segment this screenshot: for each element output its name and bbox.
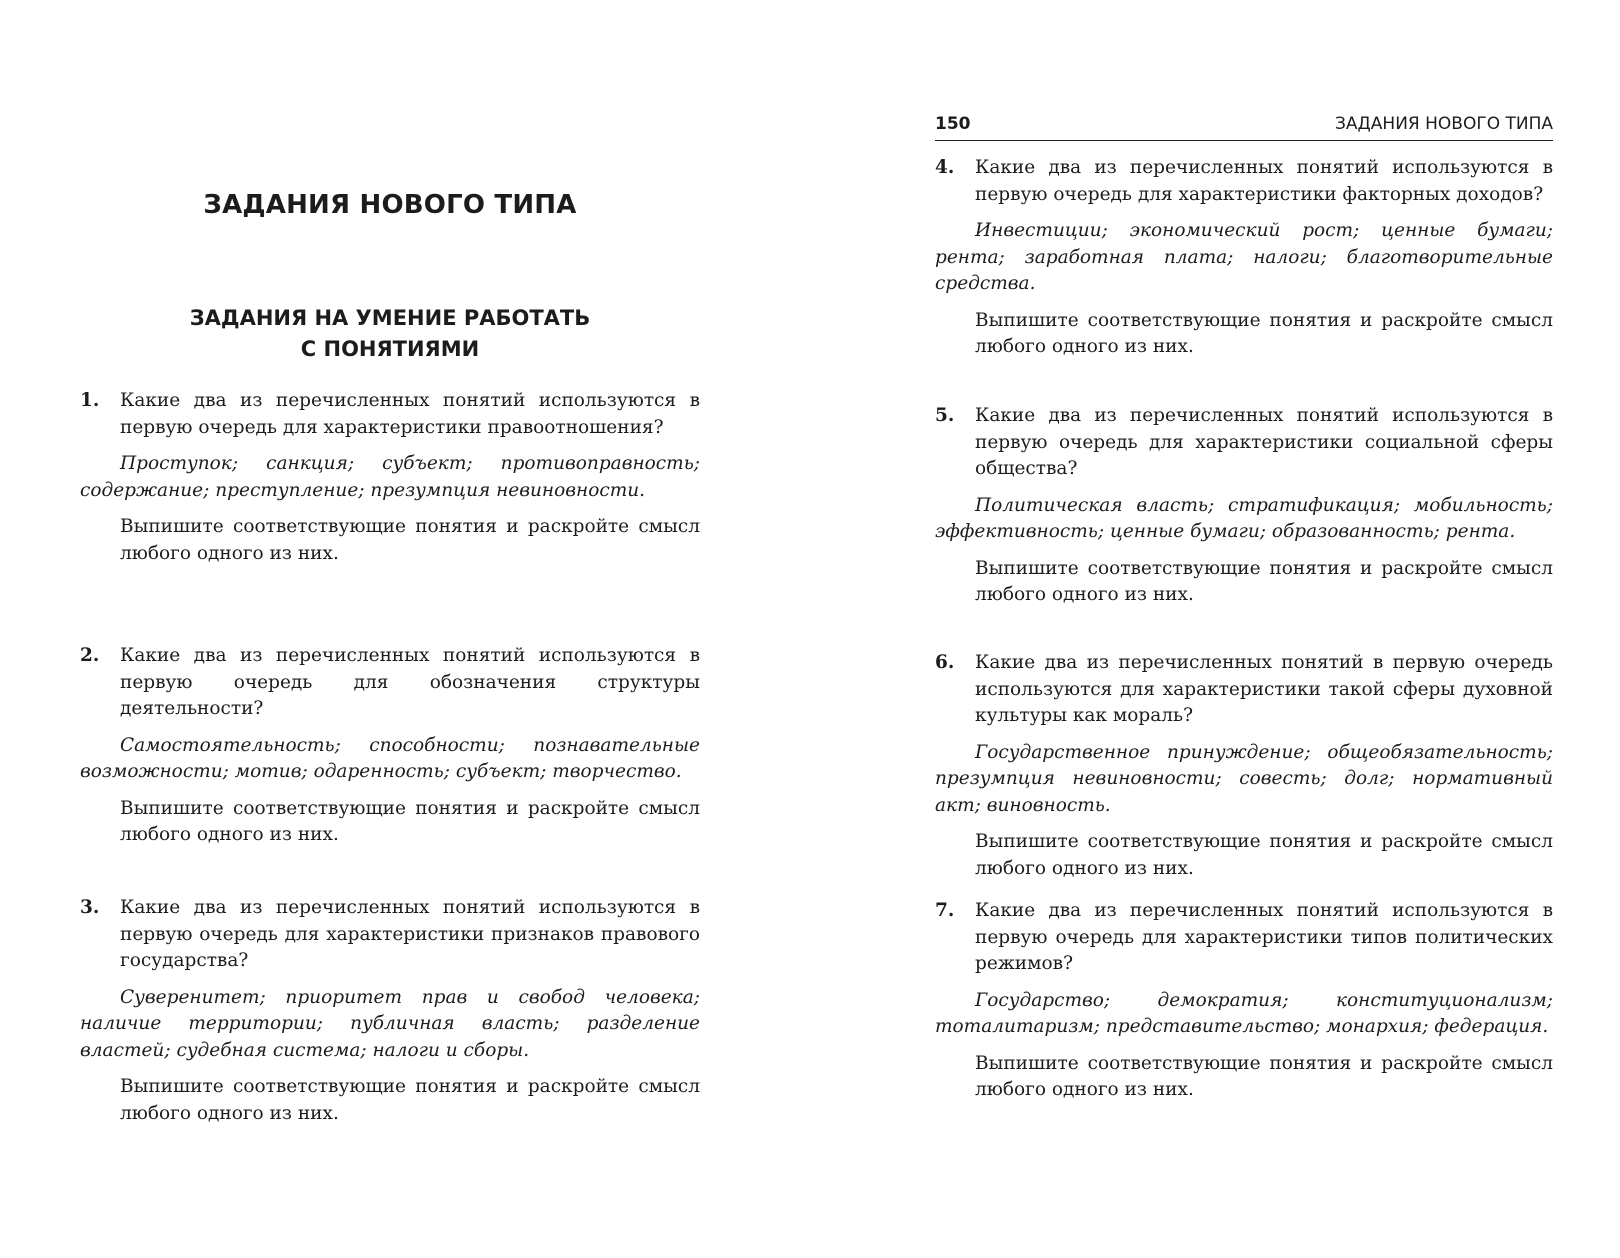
question-text: Какие два из перечисленных понятий используются в первую очередь для обозначения структуры деятельности? xyxy=(120,645,700,719)
task-instruction: Выпишите соответствующие понятия и раскройте смысл любого одного из них. xyxy=(975,1052,1553,1100)
task-instruction: Выпишите соответствующие понятия и раскройте смысл любого одного из них. xyxy=(120,797,700,845)
question-text: Какие два из перечисленных понятий используются в первую очередь для характеристики типов политических режимов? xyxy=(975,900,1553,974)
question-text: Какие два из перечисленных понятий используются в первую очередь для характеристики факторных доходов? xyxy=(975,157,1553,205)
task-terms: Инвестиции; экономический рост; ценные бумаги; рента; заработная плата; налоги; благотворительные средства. xyxy=(935,220,1553,294)
task-instruction: Выпишите соответствующие понятия и раскройте смысл любого одного из них. xyxy=(120,1076,700,1124)
task-3 xyxy=(80,895,700,1127)
task-instruction: Выпишите соответствующие понятия и раскройте смысл любого одного из них. xyxy=(975,831,1553,879)
question-text: Какие два из перечисленных понятий в первую очередь используются для характеристики такой сферы духовной культуры как мораль? xyxy=(975,652,1553,726)
page-number: 150 xyxy=(935,114,971,134)
task-question xyxy=(935,650,1553,730)
task-6 xyxy=(935,650,1553,882)
task-number: 6. xyxy=(935,652,955,673)
task-terms: Политическая власть; стратификация; мобильность; эффективность; ценные бумаги; образованность; рента. xyxy=(935,494,1553,542)
section-title xyxy=(80,303,700,365)
task-terms: Государство; демократия; конституционализм; тоталитаризм; представительство; монархия; федерация. xyxy=(935,989,1553,1037)
task-question xyxy=(80,895,700,975)
task-2 xyxy=(80,643,700,849)
task-number: 7. xyxy=(935,900,955,921)
section-title-line-1: ЗАДАНИЯ НА УМЕНИЕ РАБОТАТЬ xyxy=(189,306,591,330)
task-question xyxy=(935,155,1553,208)
task-4 xyxy=(935,155,1553,361)
task-question xyxy=(80,388,700,441)
task-5 xyxy=(935,403,1553,609)
question-text: Какие два из перечисленных понятий используются в первую очередь для характеристики признаков правового государства? xyxy=(120,897,700,971)
task-question xyxy=(935,403,1553,483)
task-terms: Суверенитет; приоритет прав и свобод человека; наличие территории; публичная власть; разделение властей; судебная система; налоги и сборы. xyxy=(80,986,700,1061)
question-text: Какие два из перечисленных понятий используются в первую очередь для характеристики правоотношения? xyxy=(120,390,700,438)
task-instruction: Выпишите соответствующие понятия и раскройте смысл любого одного из них. xyxy=(975,557,1553,605)
task-terms: Государственное принуждение; общеобязательность; презумпция невиновности; совесть; долг; нормативный акт; виновность. xyxy=(935,741,1553,816)
task-number: 3. xyxy=(80,897,100,918)
section-title-line-2: С ПОНЯТИЯМИ xyxy=(300,337,480,361)
task-question xyxy=(80,643,700,723)
question-text: Какие два из перечисленных понятий используются в первую очередь для характеристики социальной сферы общества? xyxy=(975,405,1553,479)
task-1 xyxy=(80,388,700,567)
task-question xyxy=(935,898,1553,978)
running-title: ЗАДАНИЯ НОВОГО ТИПА xyxy=(1334,114,1553,134)
task-number: 4. xyxy=(935,157,955,178)
task-number: 1. xyxy=(80,390,100,411)
task-number: 2. xyxy=(80,645,100,666)
task-terms: Проступок; санкция; субъект; противоправность; содержание; преступление; презумпция невиновности. xyxy=(80,453,700,501)
task-number: 5. xyxy=(935,405,955,426)
task-7 xyxy=(935,898,1553,1104)
chapter-title: ЗАДАНИЯ НОВОГО ТИПА xyxy=(203,190,577,220)
running-header xyxy=(935,110,1553,141)
task-instruction: Выпишите соответствующие понятия и раскройте смысл любого одного из них. xyxy=(975,309,1553,357)
task-terms: Самостоятельность; способности; познавательные возможности; мотив; одаренность; субъект; творчество. xyxy=(80,734,700,782)
task-instruction: Выпишите соответствующие понятия и раскройте смысл любого одного из них. xyxy=(120,516,700,564)
